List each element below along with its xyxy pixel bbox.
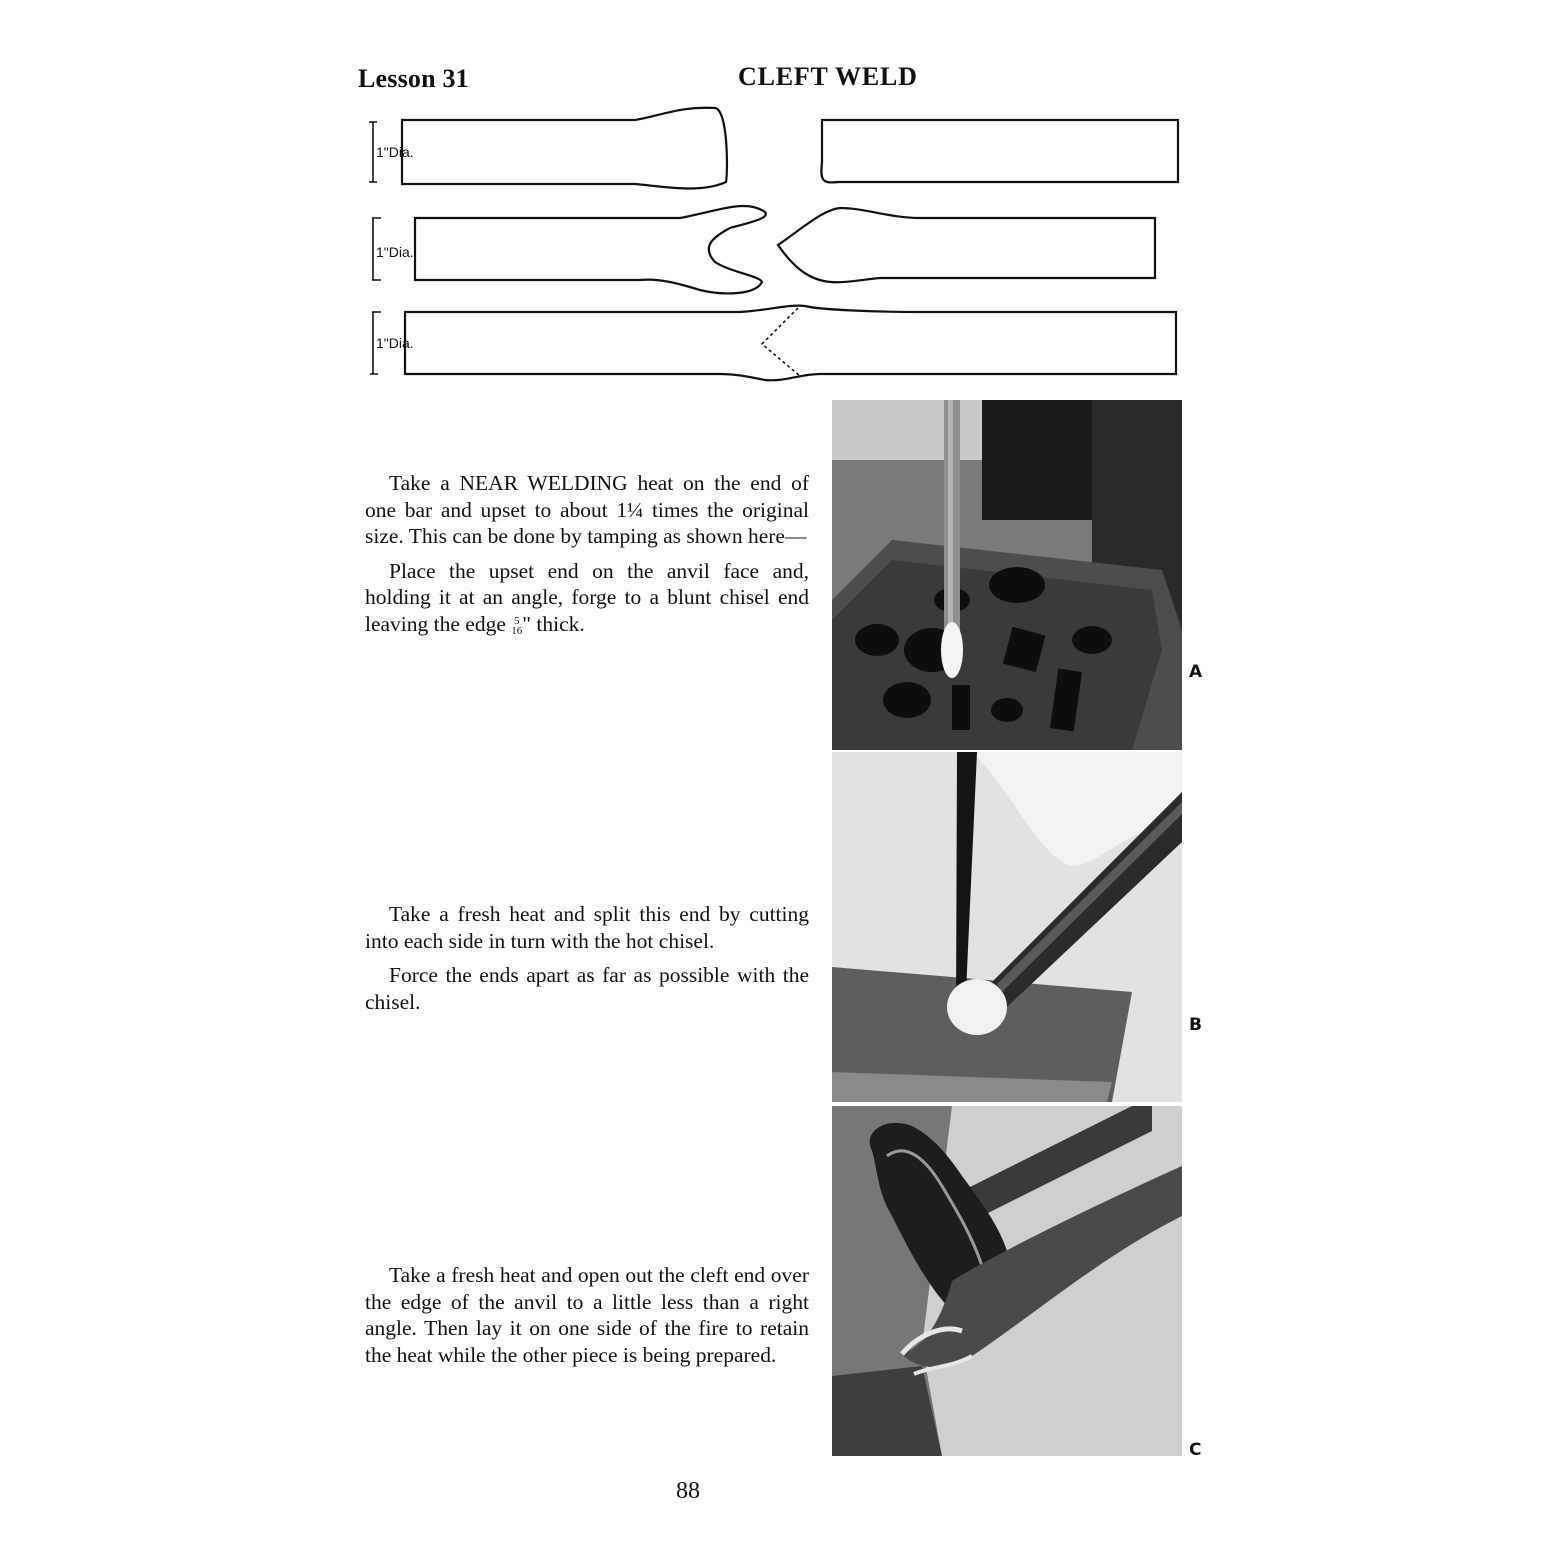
page-title: CLEFT WELD [738, 62, 918, 91]
weld-seam-dashed [762, 308, 800, 376]
photo-label-b: B [1189, 1015, 1202, 1035]
step-b-text [365, 901, 809, 1023]
pointed-bar-outline [778, 208, 1155, 282]
page-number: 88 [676, 1478, 700, 1504]
photo-c-opening-cleft [832, 1106, 1182, 1456]
step-b-paragraph-2: Force the ends apart as far as possible with the chisel. [365, 963, 809, 1014]
dim-label-2: 1"Dia. [376, 244, 414, 260]
dim-label-1: 1"Dia. [376, 144, 414, 160]
fraction-five-sixteenths [511, 616, 522, 636]
photo-b-splitting [832, 752, 1182, 1102]
step-c-paragraph-1: Take a fresh heat and open out the cleft end over the edge of the anvil to a little less than a right angle. Then lay it on one side of the fire to retain the heat while the other piece is being prepared. [365, 1263, 809, 1367]
step-a-paragraph-1: Take a NEAR WELDING heat on the end of one bar and upset to about 1¼ times the original size. This can be done by tamping as shown here— [365, 471, 809, 548]
photo-label-c: C [1189, 1440, 1202, 1460]
upset-bar-outline [402, 108, 727, 189]
step-a-text [365, 470, 809, 645]
step-a-p2-end: " thick. [522, 611, 585, 636]
fraction-denominator: 16 [511, 624, 523, 637]
fraction-numerator: 5 [514, 614, 520, 627]
photo-a-upsetting [832, 400, 1182, 750]
photo-label-a: A [1189, 662, 1203, 682]
step-a-paragraph-2 [365, 558, 809, 638]
cleft-bar-outline [415, 206, 766, 293]
dim-label-3: 1"Dia. [376, 335, 414, 351]
step-b-paragraph-1: Take a fresh heat and split this end by cutting into each side in turn with the hot chisel. [365, 902, 809, 953]
welded-bar-outline [405, 306, 1176, 381]
plain-bar-outline [821, 120, 1178, 182]
step-c-text [365, 1262, 809, 1376]
step-a-p2-start: Place the upset end on the anvil face and, holding it at an angle, forge to a blunt chisel end leaving the edge [365, 558, 809, 636]
cleft-weld-diagram [360, 100, 1190, 385]
lesson-number: Lesson 31 [358, 64, 469, 93]
